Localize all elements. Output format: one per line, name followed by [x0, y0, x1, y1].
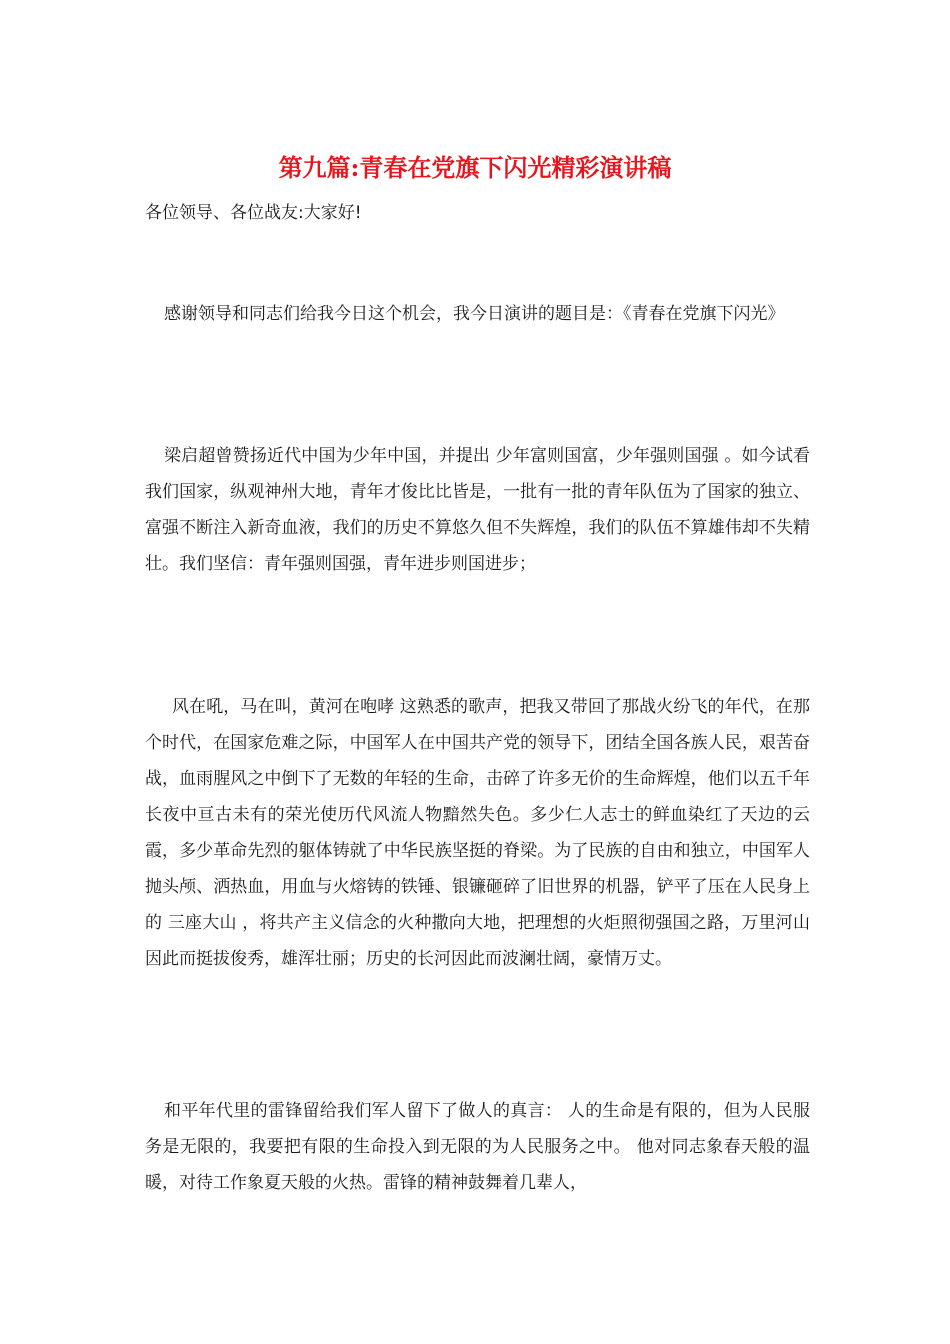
document-title: 第九篇:青春在党旗下闪光精彩演讲稿 [278, 153, 672, 182]
paragraph-4: 和平年代里的雷锋留给我们军人留下了做人的真言： 人的生命是有限的，但为人民服务是无限的，我要把有限的生命投入到无限的为人民服务之中。 他对同志象春天般的温暖，对待工作象夏天般的火热。雷锋的精神鼓舞着几辈人， [145, 1101, 810, 1193]
paragraph-2: 梁启超曾赞扬近代中国为少年中国，并提出 少年富则国富，少年强则国强 。如今试看我们国家，纵观神州大地，青年才俊比比皆是，一批有一批的青年队伍为了国家的独立、富强不断注入新奇血液，我们的历史不算悠久但不失辉煌，我们的队伍不算雄伟却不失精壮。我们坚信：青年强则国强，青年进步则国进步； [145, 446, 810, 574]
paragraph-3: 风在吼，马在叫，黄河在咆哮 这熟悉的歌声，把我又带回了那战火纷飞的年代，在那个时代，在国家危难之际，中国军人在中国共产党的领导下，团结全国各族人民，艰苦奋战，血雨腥风之中倒下了无数的年轻的生命，击碎了许多无价的生命辉煌，他们以五千年长夜中亘古未有的荣光使历代风流人物黯然失色。多少仁人志士的鲜血染红了天边的云霞，多少革命先烈的躯体铸就了中华民族坚挺的脊梁。为了民族的自由和独立，中国军人抛头颅、洒热血，用血与火熔铸的铁锤、银镰砸碎了旧世界的机器，铲平了压在人民身上的 三座大山 ，将共产主义信念的火种撒向大地，把理想的火炬照彻强国之路，万里河山因此而挺拔俊秀，雄浑壮丽；历史的长河因此而波澜壮阔，豪情万丈。 [145, 697, 810, 969]
salutation: 各位领导、各位战友:大家好! [145, 203, 362, 223]
paragraph-1: 感谢领导和同志们给我今日这个机会，我今日演讲的题目是：《青春在党旗下闪光》 [164, 304, 785, 324]
